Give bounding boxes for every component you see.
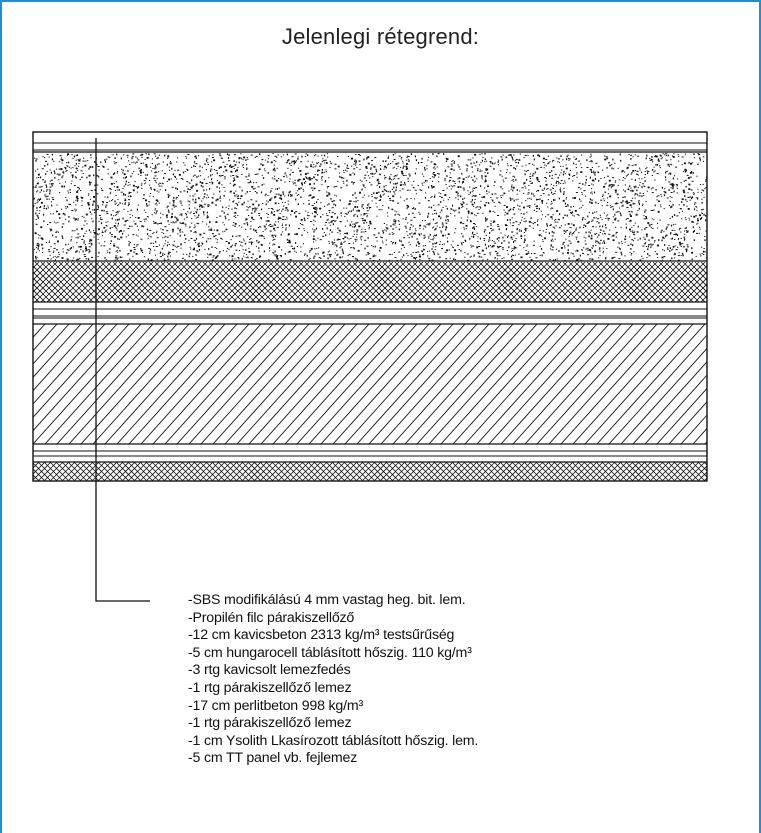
layer-membrane-bottom <box>33 451 707 462</box>
legend-item: -SBS modifikálású 4 mm vastag heg. bit. lem. <box>188 592 466 608</box>
legend-item: -1 rtg párakiszellőző lemez <box>188 679 352 696</box>
section-outline <box>33 132 707 481</box>
legend-item: -Propilén filc párakiszellőző <box>188 609 355 626</box>
layer-perlite-concrete <box>0 324 761 444</box>
legend-item: -5 cm TT panel vb. fejlemez <box>188 750 358 767</box>
layer-gravel-concrete <box>33 153 709 262</box>
layer-membrane-top <box>33 143 707 152</box>
layer-tt-panel <box>14 462 741 481</box>
page-title: Jelenlegi rétegrend: <box>281 24 480 49</box>
legend-item: -12 cm kavicsbeton 2313 kg/m³ testsűrűség <box>188 627 455 644</box>
legend-item: -1 cm Ysolith Lkasírozott táblásított hőszig. lem. <box>188 732 479 749</box>
legend-item: -1 rtg párakiszellőző lemez <box>188 715 352 732</box>
layer-hungarocell <box>0 262 761 302</box>
layer-legend <box>188 592 478 768</box>
layer-membrane-middle <box>33 309 707 324</box>
leader-line <box>96 138 150 601</box>
legend-item: -17 cm perlitbeton 998 kg/m³ <box>188 697 363 714</box>
legend-item: -3 rtg kavicsolt lemezfedés <box>188 662 351 679</box>
legend-item: -5 cm hungarocell táblásított hőszig. 110 kg/m³ <box>188 644 472 661</box>
